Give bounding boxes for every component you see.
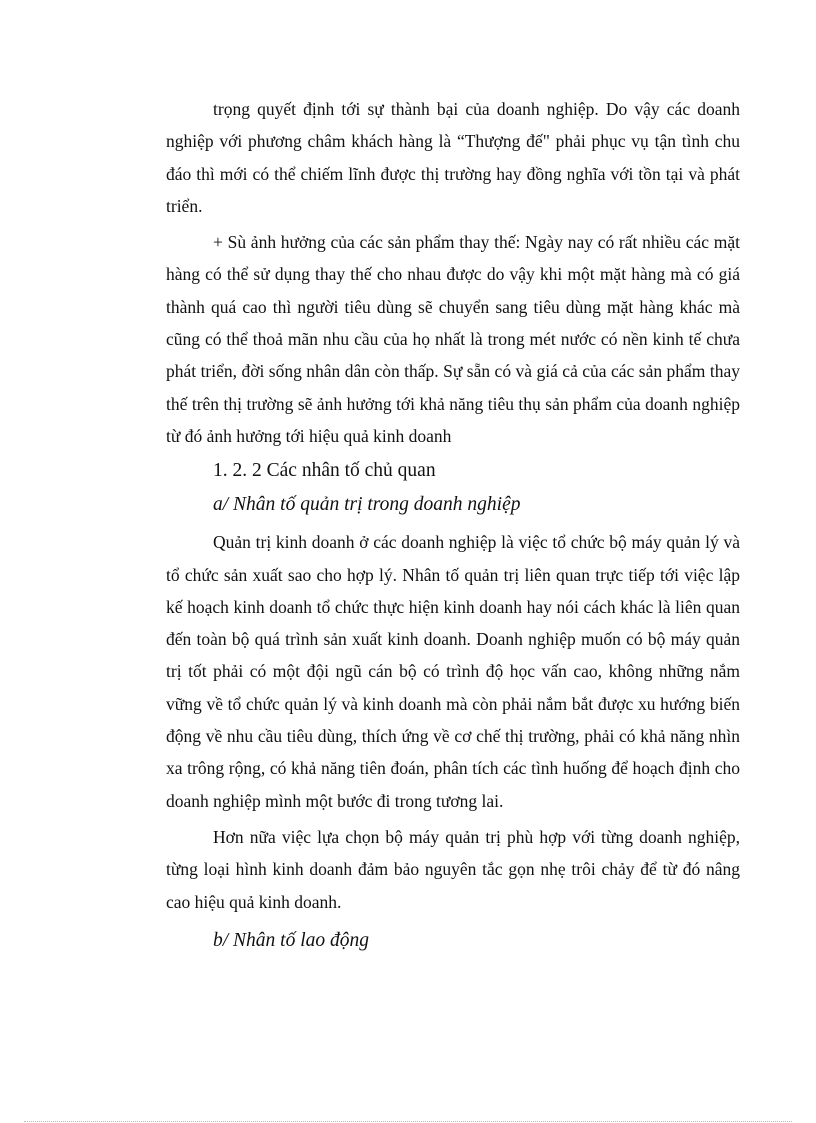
- subsection-heading-management: a/ Nhân tố quản trị trong doanh nghiệp: [213, 494, 521, 516]
- paragraph-substitute-products: + Sù ảnh hưởng của các sản phẩm thay thế: Ngày nay có rất nhiều các mặt hàng có thể sử dụng thay thế cho nhau được do vậy khi một mặt hàng mà có giá thành quá cao thì người tiêu dùng sẽ chuyển sang tiêu dùng mặt hàng khác mà cũng có thể thoả mãn nhu cầu của họ nhất là trong mét nước có nền kinh tế chưa phát triển, đời sống nhân dân còn thấp. Sự sẵn có và giá cả của các sản phẩm thay thế trên thị trường sẽ ảnh hưởng tới khả năng tiêu thụ sản phẩm của doanh nghiệp từ đó ảnh hưởng tới hiệu quả kinh doanh: [166, 232, 740, 446]
- paragraph-management-selection: Hơn nữa việc lựa chọn bộ máy quản trị phù hợp với từng doanh nghiệp, từng loại hình kinh doanh đảm bảo nguyên tắc gọn nhẹ trôi chảy để từ đó nâng cao hiệu quả kinh doanh.: [166, 826, 740, 912]
- section-heading: 1. 2. 2 Các nhân tố chủ quan: [213, 460, 436, 482]
- page-body: [166, 93, 740, 958]
- paragraph-customer-importance: trọng quyết định tới sự thành bại của doanh nghiệp. Do vậy các doanh nghiệp với phương châm khách hàng là “Thượng đế" phải phục vụ tận tình chu đáo thì mới có thể chiếm lĩnh được thị trường hay đồng nghĩa với tồn tại và phát triển.: [166, 99, 740, 216]
- subsection-heading-labor: b/ Nhân tố lao động: [213, 929, 370, 951]
- page-bottom-divider: [24, 1121, 792, 1122]
- paragraph-management-factor: Quản trị kinh doanh ở các doanh nghiệp là việc tổ chức bộ máy quản lý và tổ chức sản xuất sao cho hợp lý. Nhân tố quản trị liên quan trực tiếp tới việc lập kế hoạch kinh doanh tổ chức thực hiện kinh doanh hay nói cách khác là liên quan đến toàn bộ quá trình sản xuất kinh doanh. Doanh nghiệp muốn có bộ máy quản trị tốt phải có một đội ngũ cán bộ có trình độ học vấn cao, không những nắm vững về tổ chức quản lý và kinh doanh mà còn phải nắm bắt được xu hướng biến động về nhu cầu tiêu dùng, thích ứng về cơ chế thị trường, phải có khả năng nhìn xa trông rộng, có khả năng tiên đoán, phân tích các tình huống để hoạch định cho doanh nghiệp mình một bước đi trong tương lai.: [166, 532, 740, 811]
